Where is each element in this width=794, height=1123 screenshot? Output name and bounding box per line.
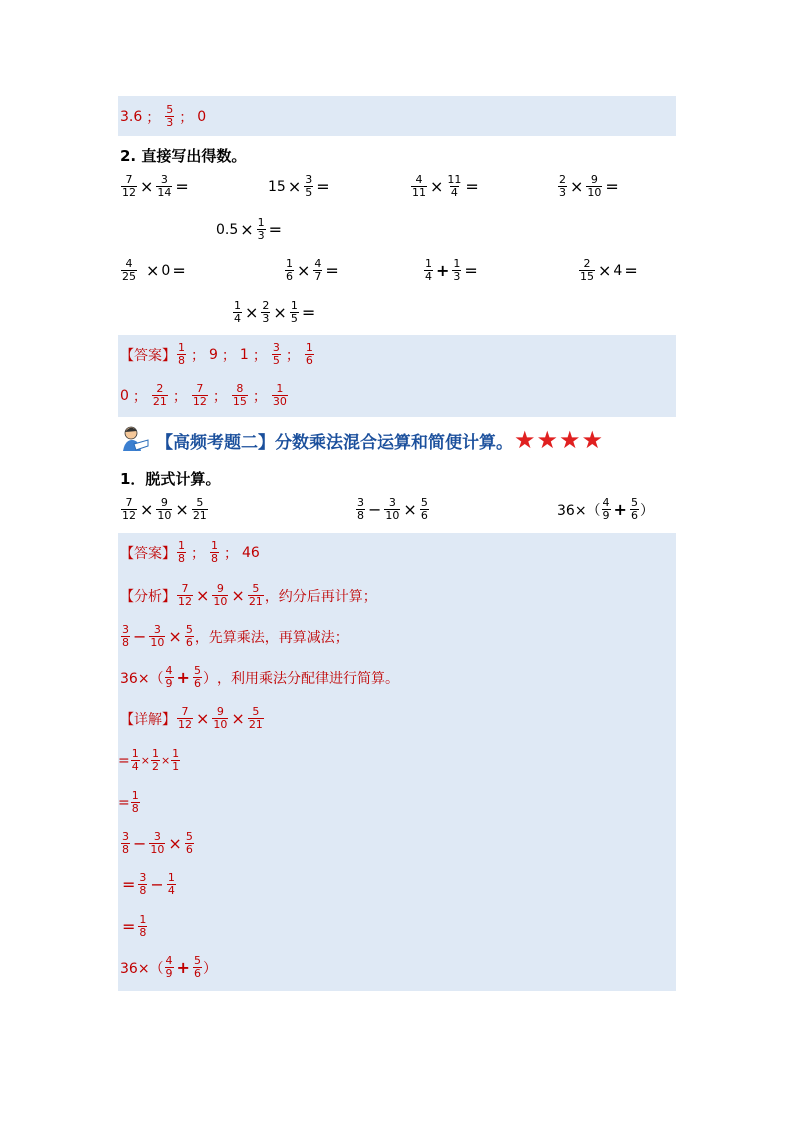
- q2-item-3: $\frac{4}{11}$ × $\frac{11}{4}$ =: [412, 173, 479, 199]
- q1-detail-4: $\frac{3}{8}$ − $\frac{3}{10}$ × $\frac{5}{6}$: [122, 830, 193, 856]
- q2-item-9: $\frac{2}{15}$ × 4 =: [580, 257, 638, 283]
- section-heading: [120, 424, 603, 456]
- q1-detail-3: = $\frac{1}{8}$: [118, 789, 139, 815]
- section-title: 【高频考题二】分数乘法混合运算和简便计算。: [156, 432, 513, 453]
- question-1-title: 1．脱式计算。: [120, 470, 221, 488]
- q1-detail-2: = $\frac{1}{4}$ × $\frac{1}{2}$ × $\frac{1}{1}$: [118, 747, 180, 773]
- question-2-title: 2. 直接写出得数。: [120, 147, 247, 165]
- q2-answer-line-2: 0 ； $\frac{2}{21}$ ； $\frac{7}{12}$ ； $\frac{8}{15}$ ； $\frac{1}{30}$: [120, 382, 287, 408]
- q2-item-5: 0.5 × $\frac{1}{3}$ =: [216, 216, 283, 242]
- q2-item-1: $\frac{7}{12}$ × $\frac{3}{14}$ =: [122, 173, 189, 199]
- q1-detail-1: 【详解】 $\frac{7}{12}$ × $\frac{9}{10}$ × $\frac{5}{21}$: [120, 705, 263, 731]
- q2-item-4: $\frac{2}{3}$ × $\frac{9}{10}$ =: [559, 173, 619, 199]
- q1-detail-5: = $\frac{3}{8}$ − $\frac{1}{4}$: [122, 871, 175, 897]
- q1-analysis-2: $\frac{3}{8}$ − $\frac{3}{10}$ × $\frac{5}{6}$ ，先算乘法，再算减法；: [122, 623, 349, 649]
- q1-analysis-1: 【分析】 $\frac{7}{12}$ × $\frac{9}{10}$ × $\frac{5}{21}$ ，约分后再计算；: [120, 582, 377, 608]
- q2-item-7: $\frac{1}{6}$ × $\frac{4}{7}$ =: [286, 257, 339, 283]
- star-icon: ★: [559, 426, 581, 454]
- q2-item-10: $\frac{1}{4}$ × $\frac{2}{3}$ × $\frac{1}{5}$ =: [234, 299, 316, 325]
- star-icon: ★: [514, 426, 536, 454]
- student-reading-icon: [120, 424, 150, 456]
- q1-detail-6: = $\frac{1}{8}$: [122, 913, 147, 939]
- q1-problem-2: $\frac{3}{8}$ − $\frac{3}{10}$ × $\frac{5}{6}$: [357, 496, 428, 522]
- q2-item-2: 15 × $\frac{3}{5}$ =: [268, 173, 330, 199]
- q1-problem-1: $\frac{7}{12}$ × $\frac{9}{10}$ × $\frac{5}{21}$: [122, 496, 207, 522]
- q1-analysis-3: 36×（ $\frac{4}{9}$ + $\frac{5}{6}$ ） ，利用乘法分配律进行简算。: [120, 664, 399, 690]
- q2-item-8: $\frac{1}{4}$ + $\frac{1}{3}$ =: [425, 257, 478, 283]
- q1-answer: 【答案】 $\frac{1}{8}$ ； $\frac{1}{8}$ ； 46: [120, 539, 260, 565]
- q2-answer-line-1: 【答案】 $\frac{1}{8}$ ； 9 ； 1 ； $\frac{3}{5}$ ； $\frac{1}{6}$: [120, 341, 313, 367]
- q1-problem-3: 36×（ $\frac{4}{9}$ + $\frac{5}{6}$ ）: [557, 496, 654, 522]
- q1-detail-7: 36×（ $\frac{4}{9}$ + $\frac{5}{6}$ ）: [120, 954, 217, 980]
- star-icon: ★: [536, 426, 559, 454]
- top-answer: 3.6 ； $\frac{5}{3}$ ； 0: [120, 103, 207, 129]
- q2-item-6: $\frac{4}{25}$ × 0 =: [122, 257, 186, 283]
- star-icon: ★: [581, 426, 604, 454]
